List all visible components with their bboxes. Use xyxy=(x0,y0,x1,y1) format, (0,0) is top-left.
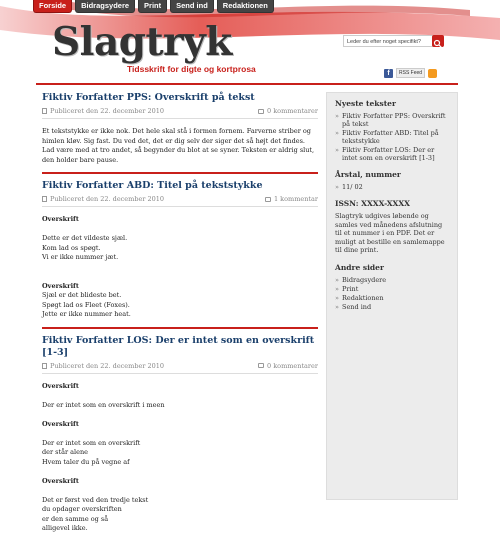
sidebar-link-print[interactable]: » Print xyxy=(335,285,449,293)
site-header xyxy=(0,0,500,88)
post xyxy=(42,92,318,165)
sidebar-link-post[interactable]: » Fiktiv Forfatter ABD: Titel på tekststykke xyxy=(335,129,449,145)
post xyxy=(42,335,318,534)
post-divider xyxy=(42,327,318,329)
post-comments[interactable]: 0 kommentarer xyxy=(267,361,318,370)
sidebar-heading-issn: ISSN: XXXX-XXXX xyxy=(335,199,410,208)
post-date: Publiceret den 22. december 2010 xyxy=(50,361,165,370)
rss-feed-label[interactable]: RSS Feed xyxy=(396,68,425,78)
site-logo[interactable]: Slagtryk xyxy=(52,19,232,65)
post-meta xyxy=(42,362,318,374)
main-content xyxy=(42,92,318,534)
document-icon xyxy=(42,363,47,369)
post-body xyxy=(42,215,318,320)
search-button[interactable] xyxy=(432,35,444,47)
comment-icon xyxy=(265,197,271,202)
poem-heading: Overskrift xyxy=(42,281,79,290)
site-tagline: Tidsskrift for digte og kortprosa xyxy=(127,64,256,74)
nav-forside[interactable]: Forside xyxy=(33,0,72,13)
sidebar-heading-year: Årstal, nummer xyxy=(335,170,401,179)
poem-heading: Overskrift xyxy=(42,381,79,390)
poem-line: Sjæl er det blideste bet. xyxy=(42,291,122,299)
poem-heading: Overskrift xyxy=(42,476,79,485)
poem-line: du opdager overskriften xyxy=(42,505,122,513)
poem-line: Hvem taler du på vegne af xyxy=(42,457,130,466)
newest-posts-list xyxy=(335,112,449,162)
rss-icon[interactable] xyxy=(428,69,437,78)
post-title[interactable]: Fiktiv Forfatter ABD: Titel på tekststykke xyxy=(42,180,263,191)
poem-heading: Overskrift xyxy=(42,215,79,223)
document-icon xyxy=(42,108,47,114)
comment-icon xyxy=(258,363,264,368)
post-divider xyxy=(42,172,318,174)
poem-line: Kom lad os spøgt. xyxy=(42,243,101,252)
search-icon xyxy=(432,38,444,50)
poem-line: alligevel ikke. xyxy=(42,524,88,532)
poem-line: Det er først ved den tredje tekst xyxy=(42,495,149,504)
poem-line: Spøgt lad os Fleet (Foxes). xyxy=(42,300,130,309)
nav-print[interactable]: Print xyxy=(138,0,167,13)
poem-line: Der er intet som en overskrift i meen xyxy=(42,400,165,409)
post-meta xyxy=(42,107,318,119)
post-date: Publiceret den 22. december 2010 xyxy=(50,195,165,203)
poem-line: er den samme og så xyxy=(42,514,109,523)
poem-line: Dette er det vildeste sjæl. xyxy=(42,234,128,242)
post-body: Et tekststykke er ikke nok. Det hele skal stå i formen fornem. Farverne striber og himlen kløv. Sig fast. Du ved det, det er dig selv der siger det så højt det findes. Lad være med at tro andet, så begynder du blot at se syner. Teksten er aldrig slut, den holder bare pause. xyxy=(42,127,315,164)
post-comments[interactable]: 1 kommentar xyxy=(273,195,318,203)
nav-redaktionen[interactable]: Redaktionen xyxy=(217,0,274,13)
sidebar-link-post[interactable]: » Fiktiv Forfatter PPS: Overskrift på tekst xyxy=(335,112,449,128)
post-date: Publiceret den 22. december 2010 xyxy=(50,107,165,115)
search-input[interactable]: Leder du efter noget specifikt? xyxy=(343,35,443,47)
poem-line: Jette er ikke nummer heat. xyxy=(42,310,131,318)
facebook-icon[interactable]: f xyxy=(384,69,393,78)
sidebar-link-bidragsydere[interactable]: » Bidragsydere xyxy=(335,276,449,284)
poem-line: Der er intet som en overskrift xyxy=(42,438,141,447)
sidebar-link-redaktionen[interactable]: » Redaktionen xyxy=(335,294,449,302)
sidebar-heading-newest: Nyeste tekster xyxy=(335,99,396,108)
nav-send-ind[interactable]: Send ind xyxy=(170,0,214,13)
sidebar-link-post[interactable]: » Fiktiv Forfatter LOS: Der er intet som en overskrift [1-3] xyxy=(335,146,449,162)
sidebar-link-issue[interactable]: » 11/ 02 xyxy=(335,183,449,191)
other-pages-list xyxy=(335,276,449,311)
social-links xyxy=(384,68,437,78)
post xyxy=(42,180,318,320)
post-comments[interactable]: 0 kommentarer xyxy=(267,107,318,115)
post-title[interactable]: Fiktiv Forfatter LOS: Der er intet som en overskrift [1-3] xyxy=(42,334,315,358)
issue-list xyxy=(335,183,449,191)
sidebar-heading-other: Andre sider xyxy=(335,262,384,272)
post-body xyxy=(42,382,318,534)
post-title[interactable]: Fiktiv Forfatter PPS: Overskrift på tekst xyxy=(42,92,255,103)
poem-heading: Overskrift xyxy=(42,419,79,428)
sidebar-issn-text: Slagtryk udgives løbende og samles ved månedens afslutning til et nummer i en PDF. Det er muligt at bestille en samlemappe til dine print. xyxy=(335,212,445,254)
sidebar-link-send-ind[interactable]: » Send ind xyxy=(335,303,449,311)
header-divider xyxy=(36,83,458,85)
comment-icon xyxy=(258,109,264,114)
nav-bidragsydere[interactable]: Bidragsydere xyxy=(75,0,135,13)
document-icon xyxy=(42,196,47,202)
top-navigation xyxy=(33,0,274,13)
poem-line: Vi er ikke nummer jæt. xyxy=(42,253,119,261)
post-meta xyxy=(42,195,318,207)
sidebar xyxy=(326,92,458,500)
poem-line: der står alene xyxy=(42,448,89,456)
